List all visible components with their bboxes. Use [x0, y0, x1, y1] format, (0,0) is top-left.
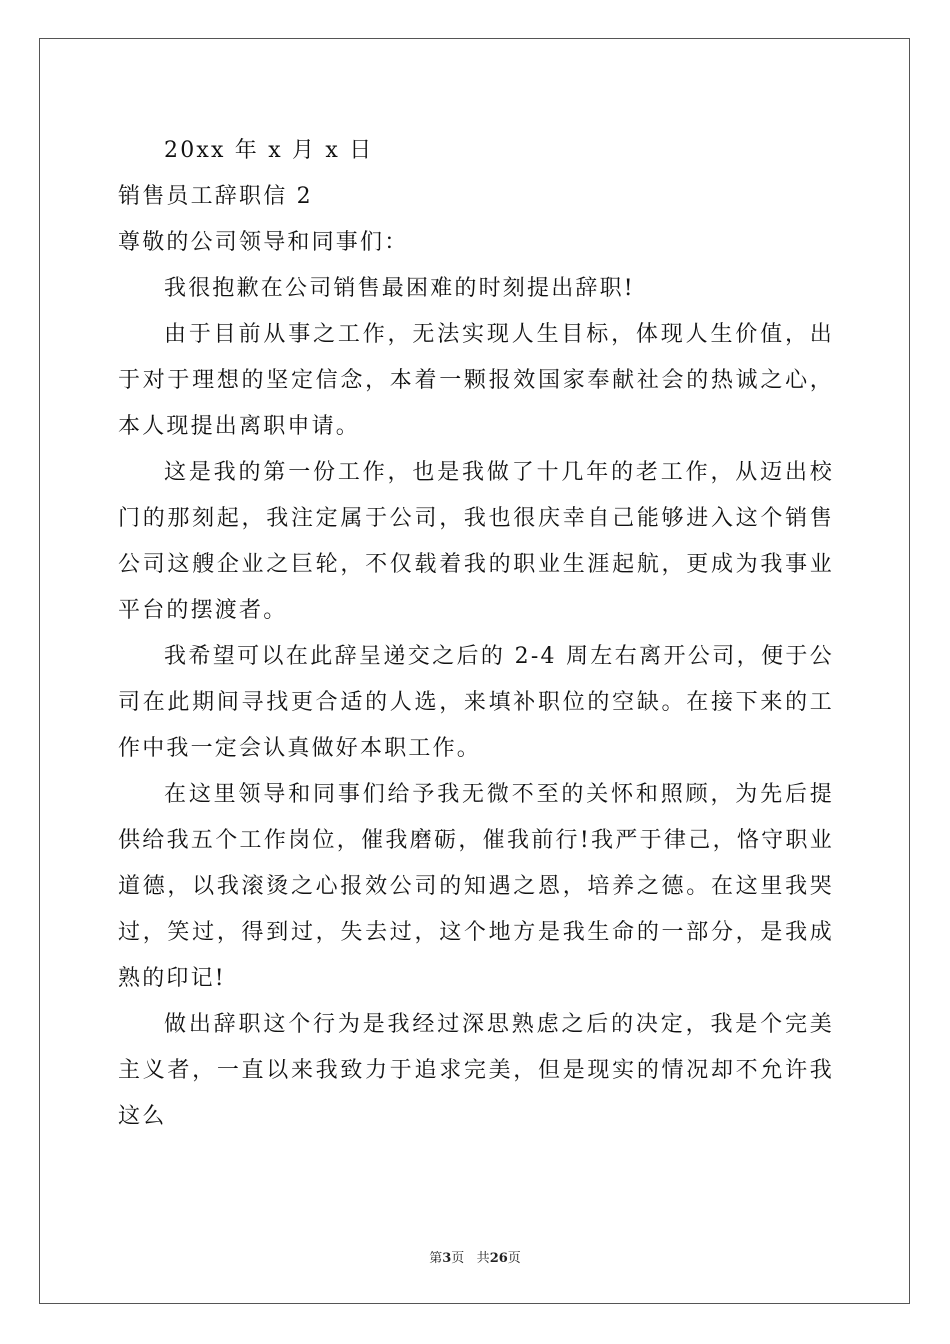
letter-salutation: 尊敬的公司领导和同事们： [118, 230, 409, 255]
page-suffix: 页 [451, 1251, 465, 1266]
paragraph-5: 在这里领导和同事们给予我无微不至的关怀和照顾，为先后提供给我五个工作岗位，催我磨砺，催我前行!我严于律己，恪守职业道德，以我滚烫之心报效公司的知遇之恩，培养之德。在这里我哭过，笑过，得到过，失去过，这个地方是我生命的一部分，是我成熟的印记! [118, 782, 834, 991]
paragraph-1: 我很抱歉在公司销售最困难的时刻提出辞职! [164, 276, 635, 301]
paragraph-2: 由于目前从事之工作，无法实现人生目标，体现人生价值，出于对于理想的坚定信念，本着一颗报效国家奉献社会的热诚之心，本人现提出离职申请。 [118, 322, 834, 439]
paragraph-6: 做出辞职这个行为是我经过深思熟虑之后的决定，我是个完美主义者，一直以来我致力于追求完美，但是现实的情况却不允许我这么 [118, 1012, 834, 1129]
page-prefix: 第 [429, 1251, 443, 1266]
paragraph-3: 这是我的第一份工作，也是我做了十几年的老工作，从迈出校门的那刻起，我注定属于公司，我也很庆幸自己能够进入这个销售公司这艘企业之巨轮，不仅载着我的职业生涯起航，更成为我事业平台的摆渡者。 [118, 460, 834, 623]
total-prefix: 共 [476, 1251, 490, 1266]
page-footer [0, 1247, 950, 1266]
total-suffix: 页 [507, 1251, 521, 1266]
letter-body [118, 128, 834, 1140]
total-pages-number: 26 [489, 1251, 508, 1266]
letter-title: 销售员工辞职信 2 [118, 184, 313, 209]
letter-date: 20xx 年 x 月 x 日 [164, 138, 374, 163]
paragraph-4: 我希望可以在此辞呈递交之后的 2-4 周左右离开公司，便于公司在此期间寻找更合适的人选，来填补职位的空缺。在接下来的工作中我一定会认真做好本职工作。 [118, 644, 834, 761]
current-page-number: 3 [442, 1251, 452, 1266]
